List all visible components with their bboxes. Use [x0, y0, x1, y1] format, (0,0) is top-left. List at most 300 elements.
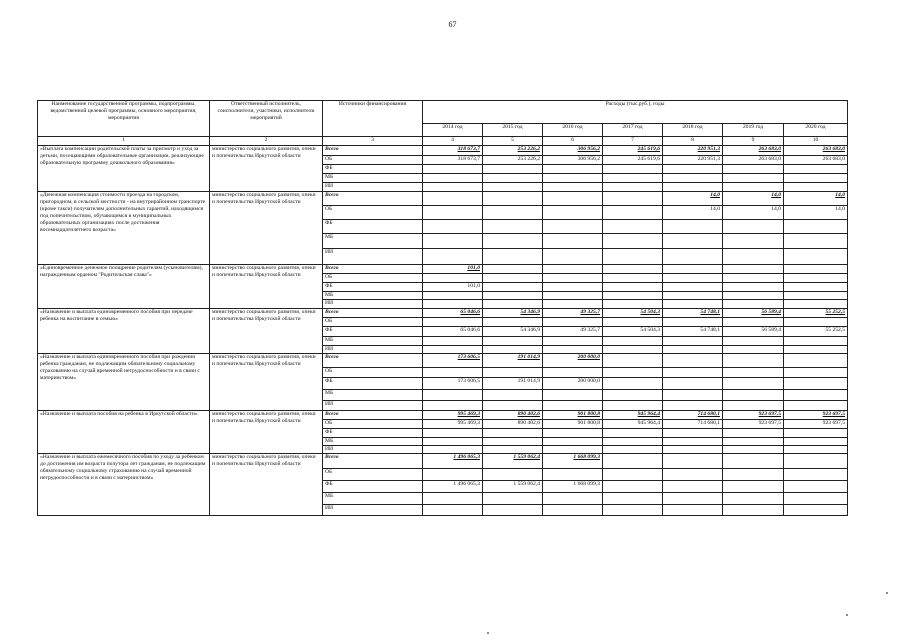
expense-amount: 263 683,0	[822, 146, 846, 152]
expense-value	[784, 390, 848, 401]
expense-amount: 173 606,5	[457, 354, 480, 360]
expense-value	[723, 337, 784, 346]
expense-value	[663, 283, 723, 292]
expense-value	[543, 292, 603, 300]
expense-value	[483, 283, 543, 292]
expense-value	[603, 429, 663, 438]
expense-value	[784, 165, 848, 174]
expense-value	[603, 346, 663, 354]
expense-value	[423, 469, 483, 481]
measure-name: «Назначение и выплата единовременного пособия при рождении ребенка гражданам, не подлежащим обязательному социальному страхованию на случай временной нетрудоспособности и в связи с материнством»	[38, 354, 210, 411]
expense-value	[483, 156, 543, 165]
expense-amount: 55 252,5	[825, 327, 846, 333]
expense-value	[423, 249, 483, 265]
expense-value	[663, 420, 723, 429]
expense-amount: 306 956,2	[577, 156, 600, 162]
expense-value	[423, 146, 483, 156]
expense-value	[423, 274, 483, 283]
expense-value	[423, 438, 483, 446]
expense-value	[483, 481, 543, 493]
expense-amount: 995 469,3	[457, 411, 480, 417]
expense-value	[543, 318, 603, 327]
expense-value	[543, 165, 603, 174]
expense-amount: 890 402,6	[517, 411, 540, 417]
expense-amount: 923 697,5	[822, 420, 846, 426]
expense-value	[543, 420, 603, 429]
expense-value	[603, 220, 663, 234]
expense-amount: 200 000,0	[577, 354, 600, 360]
expense-value	[603, 192, 663, 206]
funding-source: Всего	[323, 309, 423, 318]
expense-value	[723, 265, 784, 274]
measure-executor: министерство социального развития, опеки и попечительства Иркутской области	[210, 192, 323, 265]
expense-value	[543, 156, 603, 165]
expense-value	[723, 292, 784, 300]
expense-value	[603, 274, 663, 283]
column-number: 8	[663, 137, 723, 146]
expense-value	[663, 318, 723, 327]
expense-value	[663, 265, 723, 274]
expense-value	[723, 146, 784, 156]
expense-amount: 945 964,4	[637, 411, 660, 417]
expense-value	[483, 346, 543, 354]
expense-value	[784, 378, 848, 390]
expense-value	[483, 300, 543, 309]
expense-value	[603, 390, 663, 401]
expense-value	[543, 505, 603, 516]
column-number: 5	[483, 137, 543, 146]
table-row	[38, 411, 848, 420]
header-year: 2017 год	[603, 124, 663, 137]
expense-value	[784, 493, 848, 505]
expense-amount: 890 402,6	[517, 420, 540, 426]
expense-value	[603, 337, 663, 346]
scan-speck	[487, 632, 489, 634]
expense-amount: 191 014,9	[517, 354, 540, 360]
expense-value	[663, 249, 723, 265]
expense-value	[543, 469, 603, 481]
expense-amount: 263 683,0	[822, 156, 846, 162]
measure-name: «Выплата компенсации родительской платы за присмотр и уход за детьми, посещающими образовательные организации, реализующие образовательную программу дошкольного образования»	[38, 146, 210, 192]
expense-amount: 1 559 062,4	[513, 454, 540, 460]
expense-value	[663, 493, 723, 505]
expense-value	[723, 249, 784, 265]
expense-value	[663, 454, 723, 469]
expense-value	[723, 411, 784, 420]
expense-amount: 1 559 062,4	[513, 481, 540, 487]
funding-source: Всего	[323, 265, 423, 274]
header-year: 2014 год	[423, 124, 483, 137]
expense-value	[784, 368, 848, 378]
expense-value	[603, 469, 663, 481]
funding-source: Всего	[323, 192, 423, 206]
expense-value	[784, 354, 848, 368]
measure-executor: министерство социального развития, опеки и попечительства Иркутской области	[210, 309, 323, 354]
funding-source: Всего	[323, 454, 423, 469]
expense-value	[423, 378, 483, 390]
header-year: 2020 год	[784, 124, 848, 137]
expense-value	[483, 337, 543, 346]
expense-value	[784, 292, 848, 300]
expense-value	[723, 401, 784, 411]
expense-value	[483, 174, 543, 183]
expense-amount: 54 748,1	[700, 327, 720, 333]
expense-value	[603, 318, 663, 327]
expense-value	[543, 220, 603, 234]
funding-source: МБ	[323, 292, 423, 300]
header-executor: Ответственный исполнитель, соисполнители, участники, исполнители мероприятий	[210, 101, 323, 137]
expense-value	[483, 368, 543, 378]
expense-value	[603, 354, 663, 368]
expense-value	[784, 327, 848, 337]
funding-source: МБ	[323, 174, 423, 183]
expense-value	[423, 206, 483, 220]
column-number: 2	[210, 137, 323, 146]
expense-value	[784, 318, 848, 327]
column-number: 10	[784, 137, 848, 146]
expense-amount: 901 800,8	[577, 411, 600, 417]
funding-source: ФБ	[323, 378, 423, 390]
expense-value	[603, 481, 663, 493]
expense-amount: 14,0	[710, 192, 720, 198]
expense-value	[723, 505, 784, 516]
expense-value	[784, 429, 848, 438]
expense-value	[784, 192, 848, 206]
funding-source: ФБ	[323, 481, 423, 493]
header-year: 2018 год	[663, 124, 723, 137]
expense-value	[423, 401, 483, 411]
expense-value	[543, 401, 603, 411]
expense-amount: 49 325,7	[580, 309, 600, 315]
expense-value	[784, 283, 848, 292]
expense-value	[663, 429, 723, 438]
expense-value	[723, 469, 784, 481]
expense-value	[784, 469, 848, 481]
expense-value	[663, 438, 723, 446]
expense-value	[543, 337, 603, 346]
expense-value	[603, 327, 663, 337]
expense-amount: 263 683,0	[758, 146, 781, 152]
measure-name: «Денежная компенсация стоимости проезда на городском, пригородном, в сельской местности - на внутрирайонном транспорте (кроме такси) получателям дополнительных гарантий, находящимся под попечительством, обучающимся в муниципальных образовательных организациях после достижения восемнадцатилетнего возраста»	[38, 192, 210, 265]
expense-value	[423, 192, 483, 206]
expense-value	[543, 265, 603, 274]
expense-value	[543, 146, 603, 156]
expense-value	[543, 183, 603, 192]
expense-value	[663, 327, 723, 337]
expense-value	[483, 438, 543, 446]
expense-value	[543, 206, 603, 220]
expense-value	[723, 327, 784, 337]
expense-amount: 263 683,0	[758, 156, 781, 162]
expense-value	[603, 265, 663, 274]
funding-source: ОБ	[323, 469, 423, 481]
expense-amount: 714 680,1	[697, 420, 720, 426]
expense-value	[723, 429, 784, 438]
funding-source: ИИ	[323, 446, 423, 454]
expense-value	[784, 234, 848, 249]
expense-value	[603, 505, 663, 516]
expense-value	[663, 346, 723, 354]
expense-value	[784, 337, 848, 346]
expense-value	[784, 505, 848, 516]
funding-source: Всего	[323, 146, 423, 156]
expense-value	[663, 300, 723, 309]
funding-source: ИИ	[323, 346, 423, 354]
expense-value	[483, 192, 543, 206]
funding-source: ОБ	[323, 274, 423, 283]
expense-value	[423, 505, 483, 516]
expense-value	[663, 146, 723, 156]
page-number: 67	[448, 20, 457, 29]
measure-name: «Назначение и выплата ежемесячного пособия по уходу за ребенком до достижения им возраста полутора лет гражданам, не подлежащим обязательному социальному страхованию на случай временной нетрудоспособности и в связи с материнством»	[38, 454, 210, 516]
expense-value	[543, 481, 603, 493]
expense-value	[603, 438, 663, 446]
expense-value	[603, 420, 663, 429]
expense-value	[423, 429, 483, 438]
expense-value	[423, 183, 483, 192]
expense-amount: 714 680,1	[697, 411, 720, 417]
expense-value	[723, 300, 784, 309]
expense-amount: 220 951,3	[697, 146, 720, 152]
expense-amount: 318 673,7	[457, 156, 480, 162]
expense-value	[423, 300, 483, 309]
expense-amount: 54 346,9	[520, 327, 540, 333]
expense-amount: 56 589,4	[761, 309, 781, 315]
table-row	[38, 454, 848, 469]
expense-value	[723, 390, 784, 401]
table-row	[38, 146, 848, 156]
expense-amount: 923 697,5	[822, 411, 846, 417]
funding-source: ИИ	[323, 249, 423, 265]
expense-value	[483, 505, 543, 516]
table-row	[38, 309, 848, 318]
funding-source: ИИ	[323, 505, 423, 516]
header-source: Источники финансирования	[323, 101, 423, 137]
expense-value	[483, 411, 543, 420]
expense-amount: 923 697,5	[758, 411, 781, 417]
expense-value	[663, 401, 723, 411]
expense-value	[723, 309, 784, 318]
expense-value	[423, 165, 483, 174]
expense-value	[723, 493, 784, 505]
header-year: 2019 год	[723, 124, 784, 137]
expense-value	[423, 292, 483, 300]
expense-value	[603, 446, 663, 454]
expense-value	[784, 206, 848, 220]
column-number: 1	[38, 137, 210, 146]
expense-amount: 245 619,6	[637, 156, 660, 162]
expense-amount: 14,0	[771, 206, 781, 212]
expense-value	[423, 283, 483, 292]
expense-value	[723, 346, 784, 354]
expense-amount: 220 951,3	[697, 156, 720, 162]
funding-source: Всего	[323, 411, 423, 420]
expense-value	[723, 165, 784, 174]
expense-value	[603, 283, 663, 292]
funding-source: ОБ	[323, 420, 423, 429]
expense-amount: 56 589,4	[761, 327, 781, 333]
expense-amount: 901 800,8	[577, 420, 600, 426]
expense-value	[723, 454, 784, 469]
expense-value	[423, 420, 483, 429]
expense-amount: 253 226,2	[517, 146, 540, 152]
expense-value	[663, 505, 723, 516]
funding-source: ОБ	[323, 156, 423, 165]
expense-value	[423, 354, 483, 368]
expense-value	[423, 337, 483, 346]
expense-value	[603, 300, 663, 309]
expense-value	[543, 249, 603, 265]
expense-value	[663, 292, 723, 300]
expense-amount: 65 046,6	[460, 327, 480, 333]
expense-value	[483, 469, 543, 481]
expense-value	[723, 378, 784, 390]
column-number: 9	[723, 137, 784, 146]
expense-value	[543, 234, 603, 249]
expense-value	[543, 429, 603, 438]
expense-value	[543, 274, 603, 283]
funding-source: ИИ	[323, 300, 423, 309]
expense-value	[663, 174, 723, 183]
expense-value	[483, 274, 543, 283]
expense-value	[603, 368, 663, 378]
measure-executor: министерство социального развития, опеки и попечительства Иркутской области	[210, 265, 323, 309]
funding-source: ФБ	[323, 429, 423, 438]
expense-value	[543, 327, 603, 337]
expense-value	[483, 378, 543, 390]
expense-value	[483, 429, 543, 438]
expense-value	[723, 156, 784, 165]
expense-value	[423, 346, 483, 354]
funding-source: ОБ	[323, 368, 423, 378]
expense-value	[723, 318, 784, 327]
expense-value	[784, 454, 848, 469]
expense-value	[543, 446, 603, 454]
expense-value	[423, 327, 483, 337]
funding-source: ФБ	[323, 283, 423, 292]
expense-value	[543, 390, 603, 401]
expense-value	[603, 174, 663, 183]
measure-executor: министерство социального развития, опеки и попечительства Иркутской области	[210, 146, 323, 192]
funding-source: ФБ	[323, 327, 423, 337]
expense-value	[663, 481, 723, 493]
expense-amount: 1 496 065,3	[453, 454, 480, 460]
expense-value	[663, 337, 723, 346]
expense-value	[663, 378, 723, 390]
expense-value	[483, 401, 543, 411]
expense-value	[723, 354, 784, 368]
expense-amount: 101,0	[467, 283, 480, 289]
expense-amount: 14,0	[835, 192, 846, 198]
expense-value	[483, 420, 543, 429]
expense-value	[663, 220, 723, 234]
expense-value	[423, 174, 483, 183]
expense-amount: 318 673,7	[457, 146, 480, 152]
expense-value	[423, 368, 483, 378]
header-name: Наименование государственной программы, подпрограммы, ведомственной целевой программы, основного мероприятия, мероприятия	[38, 101, 210, 137]
expense-value	[663, 192, 723, 206]
expense-amount: 173 606,5	[457, 378, 480, 384]
expense-value	[483, 249, 543, 265]
expense-value	[483, 146, 543, 156]
funding-source: МБ	[323, 337, 423, 346]
expense-value	[723, 420, 784, 429]
expense-amount: 54 504,3	[640, 327, 660, 333]
column-number: 7	[603, 137, 663, 146]
header-year: 2016 год	[543, 124, 603, 137]
expense-value	[784, 265, 848, 274]
measure-executor: министерство социального развития, опеки и попечительства Иркутской области	[210, 411, 323, 454]
expense-value	[663, 234, 723, 249]
expense-value	[784, 481, 848, 493]
expense-value	[423, 446, 483, 454]
expense-value	[423, 220, 483, 234]
expense-value	[723, 481, 784, 493]
expense-value	[543, 309, 603, 318]
expense-value	[663, 156, 723, 165]
column-number: 4	[423, 137, 483, 146]
expense-value	[483, 493, 543, 505]
measure-name: «Единовременное денежное поощрение родителям (усыновителям), награжденным орденом "Родительская слава"»	[38, 265, 210, 309]
expense-value	[603, 146, 663, 156]
expense-value	[723, 220, 784, 234]
expense-value	[603, 411, 663, 420]
expense-value	[784, 300, 848, 309]
expense-value	[784, 401, 848, 411]
expense-value	[603, 249, 663, 265]
expense-value	[543, 378, 603, 390]
expense-value	[603, 401, 663, 411]
expense-value	[543, 438, 603, 446]
expense-amount: 54 504,3	[640, 309, 660, 315]
expense-value	[663, 165, 723, 174]
expense-value	[784, 183, 848, 192]
expense-value	[784, 146, 848, 156]
expense-value	[663, 309, 723, 318]
expense-value	[483, 390, 543, 401]
measure-name: «Назначение и выплата единовременного пособия при передаче ребенка на воспитание в семью»	[38, 309, 210, 354]
expense-value	[663, 274, 723, 283]
expense-value	[483, 318, 543, 327]
funding-source: ИИ	[323, 401, 423, 411]
scan-speck	[846, 614, 848, 616]
expense-amount: 995 469,3	[457, 420, 480, 426]
expense-value	[603, 493, 663, 505]
expense-value	[483, 446, 543, 454]
expense-value	[423, 265, 483, 274]
expense-amount: 54 346,9	[520, 309, 540, 315]
funding-source: ОБ	[323, 206, 423, 220]
expense-value	[723, 206, 784, 220]
expense-value	[603, 454, 663, 469]
expense-amount: 1 668 099,3	[573, 481, 600, 487]
funding-source: МБ	[323, 438, 423, 446]
expense-value	[723, 192, 784, 206]
funding-source: ИИ	[323, 183, 423, 192]
expense-value	[543, 192, 603, 206]
expense-value	[663, 446, 723, 454]
column-number: 3	[323, 137, 423, 146]
expense-value	[723, 174, 784, 183]
expense-amount: 245 619,6	[637, 146, 660, 152]
expense-value	[603, 378, 663, 390]
expense-amount: 65 046,6	[460, 309, 480, 315]
expense-value	[784, 438, 848, 446]
measure-name: «Назначение и выплата пособия на ребенка в Иркутской области»	[38, 411, 210, 454]
expense-value	[423, 481, 483, 493]
expense-value	[603, 206, 663, 220]
table-body	[38, 146, 848, 516]
